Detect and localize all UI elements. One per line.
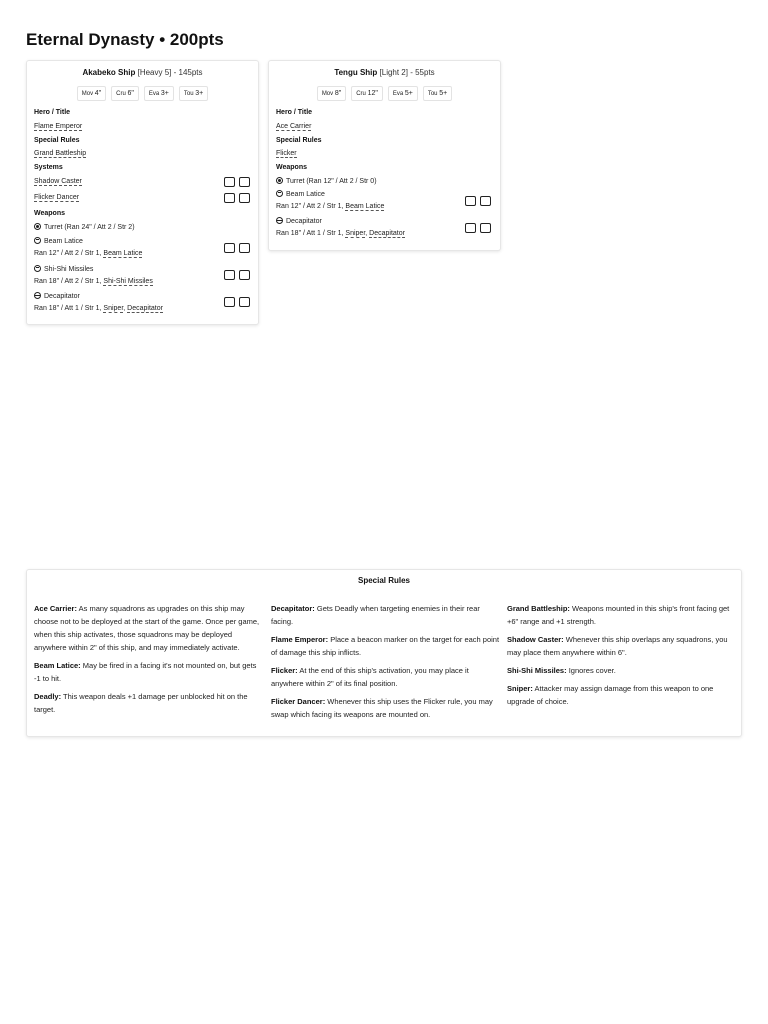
special-rules-title: Special Rules (357, 576, 411, 585)
weapon-stats: Ran 18" / Att 2 / Str 1, Shi-Shi Missiles (34, 278, 153, 285)
stat-cru: Cru 12" (351, 86, 383, 101)
weapon-name: Decapitator (276, 217, 322, 225)
hero-title-label: Hero / Title (276, 109, 313, 116)
system-shadow-caster[interactable]: Shadow Caster (34, 178, 82, 185)
weapon-checkboxes (224, 270, 250, 280)
checkbox[interactable] (239, 297, 250, 307)
rule-entry: Decapitator: Gets Deadly when targeting enemies in their rear facing. (271, 604, 480, 626)
system-checkboxes (224, 177, 250, 187)
stat-mov: Mov 4" (77, 86, 106, 101)
page-title: Eternal Dynasty • 200pts (26, 30, 224, 49)
arc-front-icon (34, 237, 41, 244)
rule-entry: Beam Latice: May be fired in a facing it's not mounted on, but gets -1 to hit. (34, 661, 257, 683)
stat-eva: Eva 5+ (388, 86, 418, 101)
system-flicker-dancer[interactable]: Flicker Dancer (34, 194, 80, 201)
rule-entry: Flicker Dancer: Whenever this ship uses the Flicker rule, you may swap which facing its weapons are mounted on. (271, 697, 493, 719)
rule-entry: Grand Battleship: Weapons mounted in this ship's front facing get +6" range and +1 strength. (507, 604, 730, 626)
stat-eva: Eva 3+ (144, 86, 174, 101)
hero-title-value[interactable]: Ace Carrier (276, 123, 312, 130)
ship-class: [Heavy 5] (137, 68, 172, 77)
checkbox[interactable] (224, 177, 235, 187)
ship-card-tengu (268, 60, 501, 251)
checkbox[interactable] (239, 177, 250, 187)
ship-class: [Light 2] (379, 68, 408, 77)
rules-column (34, 602, 264, 721)
rule-link[interactable]: Beam Latice (345, 203, 385, 210)
special-rules-label: Special Rules (276, 137, 322, 144)
checkbox[interactable] (224, 193, 235, 203)
weapon-name: Beam Latice (34, 237, 83, 245)
ship-stats (27, 86, 258, 101)
rule-entry: Flame Emperor: Place a beacon marker on the target for each point of damage this ship inflicts. (271, 635, 500, 657)
rule-link[interactable]: Sniper (103, 305, 124, 312)
weapons-label: Weapons (276, 164, 307, 171)
hero-title-label: Hero / Title (34, 109, 71, 116)
rule-link[interactable]: Sniper (345, 230, 366, 237)
ship-name: Tengu Ship (334, 68, 378, 77)
checkbox[interactable] (239, 270, 250, 280)
checkbox[interactable] (224, 270, 235, 280)
rule-link[interactable]: Decapitator (127, 305, 163, 312)
ship-header (27, 68, 258, 77)
weapon-checkboxes (224, 243, 250, 253)
weapon-stats: Ran 18" / Att 1 / Str 1, Sniper, Decapitator (276, 230, 405, 237)
ship-name: Akabeko Ship (82, 68, 136, 77)
arc-side-icon (276, 217, 283, 224)
arc-side-icon (34, 292, 41, 299)
rule-link[interactable]: Beam Latice (103, 250, 143, 257)
weapon-name: Decapitator (34, 292, 80, 300)
weapon-turret: Turret (Ran 12" / Att 2 / Str 0) (276, 177, 377, 185)
checkbox[interactable] (465, 223, 476, 233)
ship-card-akabeko (26, 60, 259, 325)
special-rules-value[interactable]: Grand Battleship (34, 150, 87, 157)
special-rules-label: Special Rules (34, 137, 80, 144)
weapon-name: Shi-Shi Missiles (34, 265, 93, 273)
arc-front-icon (34, 265, 41, 272)
weapon-name: Beam Latice (276, 190, 325, 198)
checkbox[interactable] (480, 196, 491, 206)
checkbox[interactable] (465, 196, 476, 206)
systems-label: Systems (34, 164, 63, 171)
special-rules-card (26, 569, 742, 737)
checkbox[interactable] (239, 193, 250, 203)
stat-tou: Tou 3+ (179, 86, 208, 101)
hero-title-value[interactable]: Flame Emperor (34, 123, 83, 130)
rule-entry: Sniper: Attacker may assign damage from this weapon to one upgrade of choice. (507, 684, 714, 706)
turret-icon (34, 223, 41, 230)
weapon-stats: Ran 12" / Att 2 / Str 1, Beam Latice (34, 250, 143, 257)
weapons-label: Weapons (34, 210, 65, 217)
checkbox[interactable] (224, 243, 235, 253)
special-rules-value[interactable]: Flicker (276, 150, 297, 157)
stat-cru: Cru 6" (111, 86, 139, 101)
ship-points: - 55pts (410, 68, 435, 77)
rule-entry: Shadow Caster: Whenever this ship overlaps any squadrons, you may place them anywhere within 6". (507, 635, 728, 657)
rule-entry: Ace Carrier: As many squadrons as upgrades on this ship may choose not to be deployed at the start of the game. Once per game, when this ship activates, those squadrons may be deployed anywhere within 2" of this ship, and may immediately activate. (34, 604, 260, 652)
stat-tou: Tou 5+ (423, 86, 452, 101)
arc-front-icon (276, 190, 283, 197)
ship-points: - 145pts (173, 68, 203, 77)
weapon-turret: Turret (Ran 24" / Att 2 / Str 2) (34, 223, 135, 231)
checkbox[interactable] (239, 243, 250, 253)
weapon-checkboxes (465, 196, 491, 206)
turret-icon (276, 177, 283, 184)
rule-link[interactable]: Decapitator (369, 230, 405, 237)
weapon-stats: Ran 12" / Att 2 / Str 1, Beam Latice (276, 203, 385, 210)
rule-entry: Flicker: At the end of this ship's activation, you may place it anywhere within 2" of its final position. (271, 666, 469, 688)
weapon-checkboxes (224, 297, 250, 307)
system-checkboxes (224, 193, 250, 203)
rule-entry: Deadly: This weapon deals +1 damage per unblocked hit on the target. (34, 692, 248, 714)
rule-entry: Shi-Shi Missiles: Ignores cover. (507, 666, 616, 675)
rules-column (507, 602, 737, 713)
weapon-checkboxes (465, 223, 491, 233)
ship-stats (269, 86, 500, 101)
rule-link[interactable]: Shi-Shi Missiles (103, 278, 153, 285)
checkbox[interactable] (480, 223, 491, 233)
checkbox[interactable] (224, 297, 235, 307)
ship-header (269, 68, 500, 77)
rules-column (271, 602, 501, 726)
stat-mov: Mov 8" (317, 86, 346, 101)
weapon-stats: Ran 18" / Att 1 / Str 1, Sniper, Decapitator (34, 305, 163, 312)
